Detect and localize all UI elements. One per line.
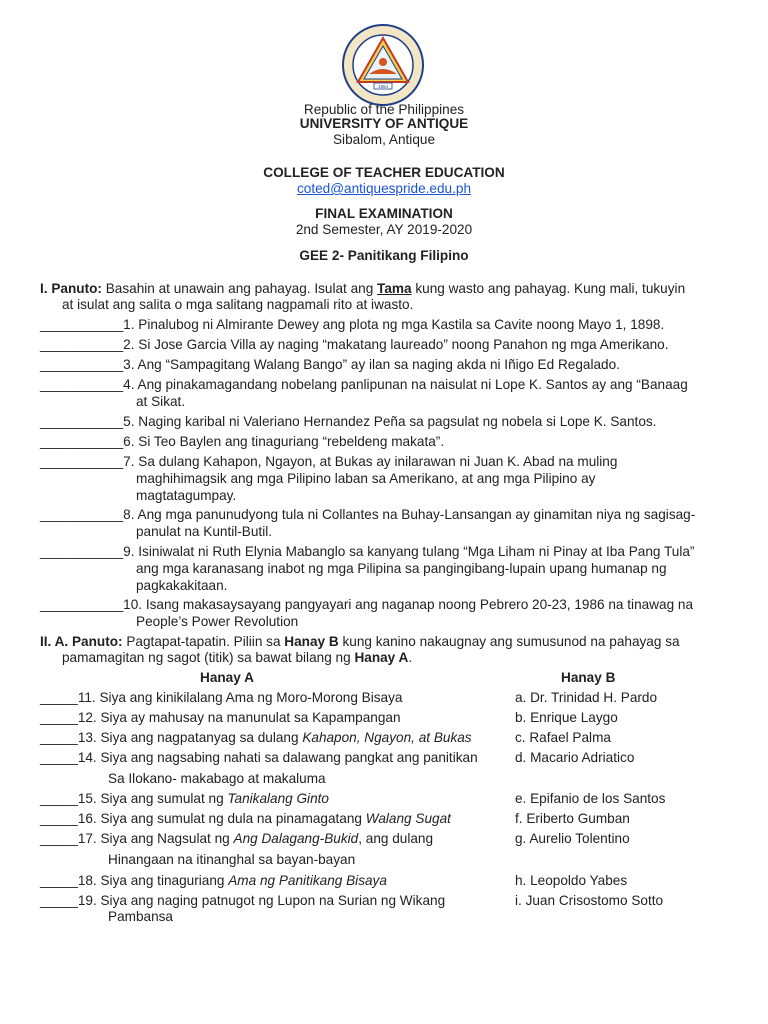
item-title-italic: Tanikalang Ginto	[227, 791, 329, 806]
item-title-italic: Kahapon, Ngayon, at Bukas	[302, 730, 472, 745]
part1-item	[40, 453, 720, 470]
part1-item	[40, 336, 720, 353]
part1-item-continuation: at Sikat.	[136, 394, 186, 409]
part1-item-continuation: ang mga karanasang inabot ng mga Pilipina sa pangingibang-lupain upang humanap ng	[136, 561, 667, 576]
answer-blank[interactable]: _____	[40, 811, 78, 826]
hanay-a-title: Hanay A	[200, 670, 254, 685]
part1-item-continuation: pagkakakitaan.	[136, 578, 228, 593]
hanay-a-item-continuation: Sa Ilokano- makabago at makaluma	[108, 771, 326, 786]
hanay-a-item-continuation: Pambansa	[108, 909, 173, 924]
part1-item-continuation: maghihimagsik ang mga Pilipino laban sa Amerikano, at ang mga Pilipino ay	[136, 471, 596, 486]
svg-text:1954: 1954	[377, 84, 389, 89]
hanay-a-item	[40, 749, 478, 766]
tama-keyword: Tama	[377, 281, 412, 296]
part1-item-continuation: panulat na Kuntil-Butil.	[136, 524, 273, 539]
item-text: Siya ang kinikilalang Ama ng Moro-Morong Bisaya	[95, 690, 403, 705]
hanay-b-item: i. Juan Crisostomo Sotto	[515, 893, 664, 908]
answer-blank[interactable]: ___________	[40, 544, 124, 559]
college-email-link[interactable]: coted@antiquespride.edu.ph	[296, 181, 472, 196]
answer-blank[interactable]: ___________	[40, 434, 124, 449]
answer-blank[interactable]: _____	[40, 831, 78, 846]
item-text: Siya ang nagsabing nahati sa dalawang pangkat ang panitikan	[96, 750, 478, 765]
item-text: Siya ay mahusay na manunulat sa Kapampangan	[96, 710, 401, 725]
hanay-a-item	[40, 872, 387, 889]
college-name: COLLEGE OF TEACHER EDUCATION	[263, 165, 505, 180]
answer-blank[interactable]: _____	[40, 791, 78, 806]
part1-item	[40, 413, 720, 430]
university-name: UNIVERSITY OF ANTIQUE	[299, 116, 469, 131]
part1-item-text: 9. Isiniwalat ni Ruth Elynia Mabanglo sa kanyang tulang “Mga Liham ni Pinay at Iba Pang Tula”	[123, 544, 695, 559]
item-number: 17.	[77, 831, 97, 846]
hanay-a-item	[40, 689, 402, 706]
part1-item-text: 3. Ang “Sampagitang Walang Bango” ay ilan sa naging akda ni Iñigo Ed Regalado.	[123, 357, 620, 372]
part1-instructions: I. Panuto: Basahin at unawain ang pahayag. Isulat ang Tama kung wasto ang pahayag. Kung mali, tukuyin	[40, 281, 686, 296]
hanay-b-item: e. Epifanio de los Santos	[515, 791, 666, 806]
answer-blank[interactable]: ___________	[40, 337, 124, 352]
part2-instructions: II. A. Panuto: Pagtapat-tapatin. Piliin sa Hanay B kung kanino nakaugnay ang sumusunod na pahayag sa	[40, 634, 680, 649]
part2-label: II. A. Panuto:	[40, 634, 123, 649]
part1-instructions-line2: at isulat ang salita o mga salitang nagpamali rito at iwasto.	[62, 297, 414, 312]
item-text: Siya ang nagpatanyag sa dulang	[96, 730, 303, 745]
part1-item-text: 2. Si Jose Garcia Villa ay naging “makatang laureado” noong Panahon ng mga Amerikano.	[123, 337, 669, 352]
hanay-a-item	[40, 729, 472, 746]
item-title-italic: Ama ng Panitikang Bisaya	[228, 873, 387, 888]
part1-item	[40, 356, 720, 373]
answer-blank[interactable]: ___________	[40, 454, 124, 469]
part1-item-text: 4. Ang pinakamagandang nobelang panlipunan na naisulat ni Lope K. Santos ay ang “Banaag	[123, 377, 688, 392]
part1-item-continuation: magtatagumpay.	[136, 488, 237, 503]
part1-item-continuation: People’s Power Revolution	[136, 614, 299, 629]
hanay-b-item: c. Rafael Palma	[515, 730, 611, 745]
part1-item-text: 8. Ang mga panunudyong tula ni Collantes na Buhay-Lansangan ay ginamitan niya ng sagisag-	[123, 507, 696, 522]
hanay-a-item	[40, 892, 445, 909]
answer-blank[interactable]: _____	[40, 710, 78, 725]
answer-blank[interactable]: ___________	[40, 377, 124, 392]
item-title-italic: Ang Dalagang-Bukid	[233, 831, 359, 846]
item-number: 13.	[77, 730, 97, 745]
answer-blank[interactable]: _____	[40, 730, 78, 745]
hanay-b-item: h. Leopoldo Yabes	[515, 873, 628, 888]
university-location: Sibalom, Antique	[332, 132, 436, 147]
semester-label: 2nd Semester, AY 2019-2020	[295, 222, 473, 237]
answer-blank[interactable]: ___________	[40, 317, 124, 332]
exam-title: FINAL EXAMINATION	[315, 206, 453, 221]
hanay-b-item: b. Enrique Laygo	[515, 710, 618, 725]
part2-instructions-line2: pamamagitan ng sagot (titik) sa bawat bilang ng Hanay A.	[62, 650, 413, 665]
item-number: 12.	[77, 710, 97, 725]
hanay-b-item: d. Macario Adriatico	[515, 750, 635, 765]
hanay-b-item: f. Eriberto Gumban	[515, 811, 630, 826]
part1-item-text: 7. Sa dulang Kahapon, Ngayon, at Bukas ay inilarawan ni Juan K. Abad na muling	[123, 454, 618, 469]
answer-blank[interactable]: _____	[40, 690, 78, 705]
item-number: 18.	[77, 873, 97, 888]
hanay-a-item	[40, 790, 329, 807]
item-text: Siya ang sumulat ng dula na pinamagatang	[96, 811, 366, 826]
answer-blank[interactable]: _____	[40, 873, 78, 888]
hanay-b-item: g. Aurelio Tolentino	[515, 831, 630, 846]
part1-item	[40, 506, 720, 523]
item-number: 19.	[77, 893, 97, 908]
answer-blank[interactable]: _____	[40, 893, 78, 908]
item-number: 15.	[77, 791, 97, 806]
item-number: 14.	[77, 750, 97, 765]
answer-blank[interactable]: ___________	[40, 597, 124, 612]
part1-label: I. Panuto:	[40, 281, 102, 296]
part1-item	[40, 316, 720, 333]
item-text: Siya ang sumulat ng	[96, 791, 228, 806]
item-text-tail: , ang dulang	[358, 831, 434, 846]
hanay-a-item	[40, 709, 401, 726]
item-number: 16.	[77, 811, 97, 826]
course-title: GEE 2- Panitikang Filipino	[299, 248, 469, 263]
part1-item-text: 5. Naging karibal ni Valeriano Hernandez Peña sa pagsulat ng nobela si Lope K. Santos.	[123, 414, 657, 429]
part1-item	[40, 596, 720, 613]
hanay-a-item	[40, 830, 433, 847]
item-number: 11.	[77, 690, 96, 705]
answer-blank[interactable]: ___________	[40, 357, 124, 372]
item-text: Siya ang naging patnugot ng Lupon na Surian ng Wikang	[96, 893, 446, 908]
hanay-b-title: Hanay B	[561, 670, 616, 685]
republic-label: Republic of the Philippines	[303, 102, 465, 117]
answer-blank[interactable]: ___________	[40, 507, 124, 522]
part1-item	[40, 433, 720, 450]
university-seal-icon	[342, 24, 424, 106]
answer-blank[interactable]: _____	[40, 750, 78, 765]
hanay-a-item	[40, 810, 451, 827]
part1-item	[40, 543, 720, 560]
item-title-italic: Walang Sugat	[365, 811, 451, 826]
part1-item-text: 6. Si Teo Baylen ang tinaguriang “rebeldeng makata”.	[123, 434, 445, 449]
hanay-a-item-continuation: Hinangaan na itinanghal sa bayan-bayan	[108, 852, 356, 867]
item-text: Siya ang tinaguriang	[96, 873, 229, 888]
hanay-b-item: a. Dr. Trinidad H. Pardo	[515, 690, 658, 705]
part1-item-text: 10. Isang makasaysayang pangyayari ang naganap noong Pebrero 20-23, 1986 na tinawag na	[123, 597, 694, 612]
part1-item	[40, 376, 720, 393]
answer-blank[interactable]: ___________	[40, 414, 124, 429]
part1-item-text: 1. Pinalubog ni Almirante Dewey ang plota ng mga Kastila sa Cavite noong Mayo 1, 1898.	[123, 317, 665, 332]
item-text: Siya ang Nagsulat ng	[96, 831, 234, 846]
